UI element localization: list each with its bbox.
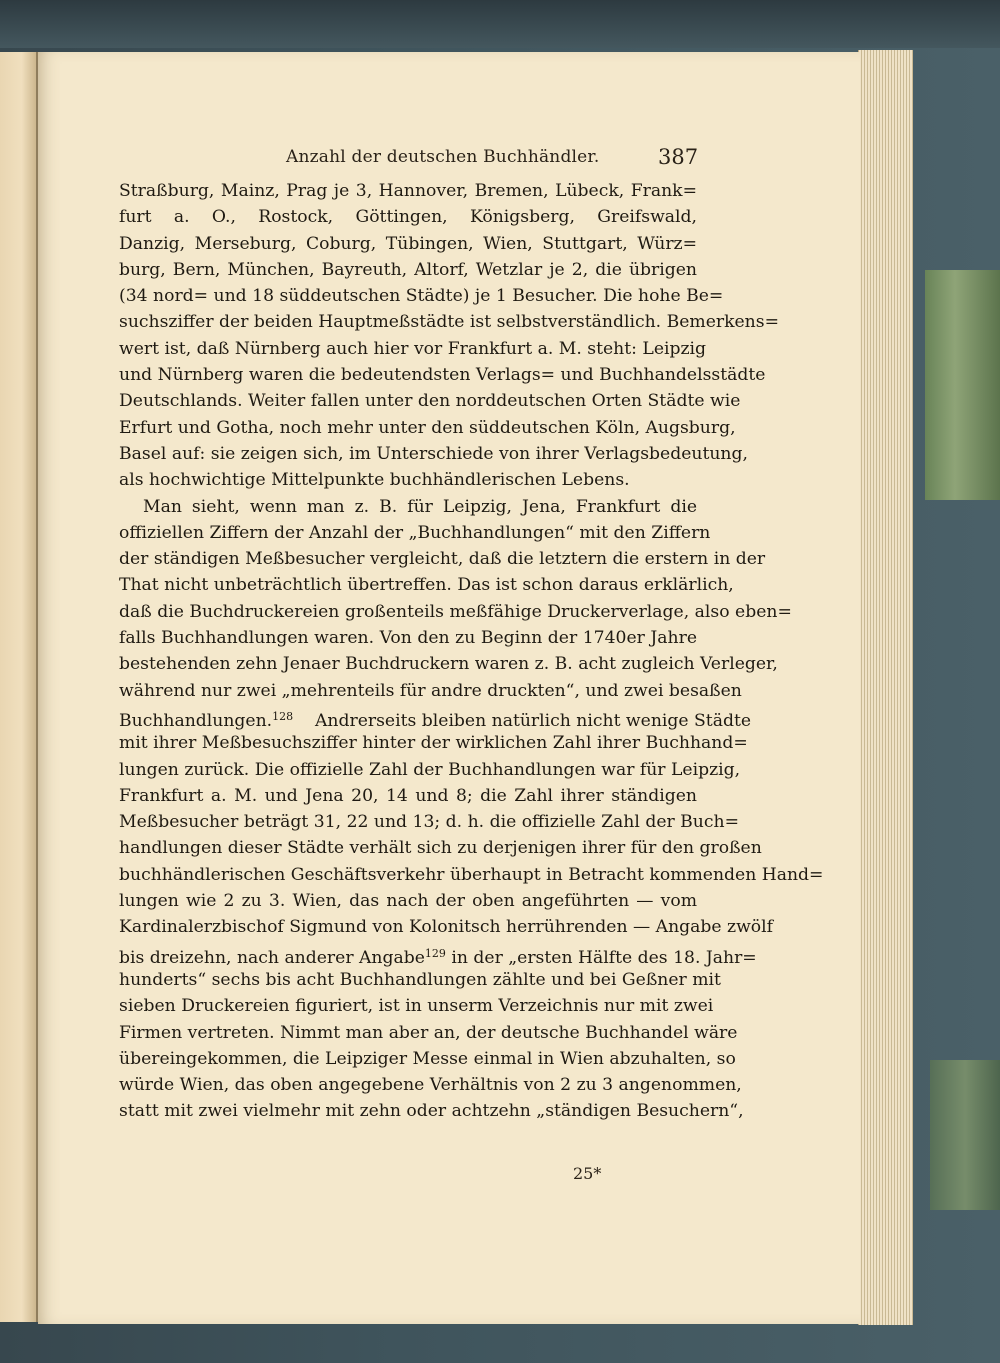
text-line: hunderts“ sechs bis acht Buchhandlungen zählte und bei Geßner mit — [119, 969, 721, 990]
text-line: buchhändlerischen Geschäftsverkehr überhaupt in Betracht kommenden Hand= — [119, 864, 824, 885]
text-fragment: in der „ersten Hälfte des 18. Jahr= — [451, 947, 757, 968]
footnote-ref: 129 — [424, 946, 446, 960]
text-fragment: bis dreizehn, nach anderer Angabe — [119, 947, 425, 968]
text-line: handlungen dieser Städte verhält sich zu derjenigen ihrer für den großen — [119, 838, 762, 859]
footnote-ref: 128 — [272, 709, 294, 723]
running-title: Anzahl der deutschen Buchhändler. — [286, 147, 600, 167]
text-line: Deutschlands. Weiter fallen unter den norddeutschen Orten Städte wie — [119, 391, 741, 412]
text-fragment: Buchhandlungen. — [119, 710, 273, 731]
text-line: suchsziffer der beiden Hauptmeßstädte ist selbstverständlich. Bemerkens= — [119, 312, 779, 333]
text-line: statt mit zwei vielmehr mit zehn oder achtzehn „ständigen Besuchern“, — [119, 1101, 744, 1122]
text-line — [119, 941, 757, 968]
text-line: Man sieht, wenn man z. B. für Leipzig, Jena, Frankfurt die — [143, 496, 697, 517]
text-line: lungen zurück. Die offizielle Zahl der Buchhandlungen war für Leipzig, — [119, 759, 741, 780]
text-line: Danzig, Merseburg, Coburg, Tübingen, Wien, Stuttgart, Würz= — [119, 233, 697, 254]
text-line: Basel auf: sie zeigen sich, im Unterschiede von ihrer Verlagsbedeutung, — [119, 443, 748, 464]
text-line: bestehenden zehn Jenaer Buchdruckern waren z. B. acht zugleich Verleger, — [119, 654, 778, 675]
text-line: Kardinalerzbischof Sigmund von Kolonitsch herrührenden — Angabe zwölf — [119, 917, 774, 938]
text-line: sieben Druckereien figuriert, ist in unserm Verzeichnis nur mit zwei — [119, 996, 714, 1017]
text-line: Frankfurt a. M. und Jena 20, 14 und 8; die Zahl ihrer ständigen — [119, 785, 697, 806]
text-line: daß die Buchdruckereien großenteils meßfähige Druckerverlage, also eben= — [119, 601, 792, 622]
text-line: lungen wie 2 zu 3. Wien, das nach der oben angeführten — vom — [119, 891, 697, 912]
text-line: burg, Bern, München, Bayreuth, Altorf, Wetzlar je 2, die übrigen — [119, 259, 697, 280]
text-line: furt a. O., Rostock, Göttingen, Königsberg, Greifswald, — [119, 207, 697, 228]
text-line: Erfurt und Gotha, noch mehr unter den süddeutschen Köln, Augsburg, — [119, 417, 736, 438]
cover-marbled-patch-lower — [930, 1060, 1000, 1210]
signature-mark: 25* — [573, 1164, 602, 1183]
text-line: Firmen vertreten. Nimmt man aber an, der deutsche Buchhandel wäre — [119, 1022, 738, 1043]
text-line: That nicht unbeträchtlich übertreffen. Das ist schon daraus erklärlich, — [119, 575, 734, 596]
page-number: 387 — [658, 145, 699, 169]
cover-marbled-patch — [925, 270, 1000, 500]
book-page — [38, 52, 860, 1324]
page-stack-edge — [858, 50, 913, 1325]
text-line: Straßburg, Mainz, Prag je 3, Hannover, Bremen, Lübeck, Frank= — [119, 181, 697, 201]
text-line: würde Wien, das oben angegebene Verhältnis von 2 zu 3 angenommen, — [119, 1075, 742, 1096]
text-line: der ständigen Meßbesucher vergleicht, daß die letztern die erstern in der — [119, 549, 766, 570]
text-line: mit ihrer Meßbesuchsziffer hinter der wirklichen Zahl ihrer Buchhand= — [119, 733, 748, 754]
facing-page-edge — [0, 52, 38, 1322]
text-line: offiziellen Ziffern der Anzahl der „Buchhandlungen“ mit den Ziffern — [119, 522, 711, 543]
running-head — [38, 147, 860, 173]
text-line: wert ist, daß Nürnberg auch hier vor Frankfurt a. M. steht: Leipzig — [119, 338, 707, 359]
text-line — [119, 704, 752, 731]
text-line: falls Buchhandlungen waren. Von den zu Beginn der 1740er Jahre — [119, 628, 697, 649]
book-cover-top-edge — [0, 0, 1000, 48]
text-line: als hochwichtige Mittelpunkte buchhändlerischen Lebens. — [119, 470, 630, 491]
text-line: Meßbesucher beträgt 31, 22 und 13; d. h. die offizielle Zahl der Buch= — [119, 812, 739, 833]
body-text — [119, 178, 824, 1125]
text-line: und Nürnberg waren die bedeutendsten Verlags= und Buchhandelsstädte — [119, 365, 766, 386]
text-line: (34 nord= und 18 süddeutschen Städte) je 1 Besucher. Die hohe Be= — [119, 286, 724, 307]
text-fragment: Andrerseits bleiben natürlich nicht wenige Städte — [315, 710, 752, 731]
text-line: während nur zwei „mehrenteils für andre druckten“, und zwei besaßen — [119, 680, 742, 701]
text-line: übereingekommen, die Leipziger Messe einmal in Wien abzuhalten, so — [119, 1048, 736, 1069]
